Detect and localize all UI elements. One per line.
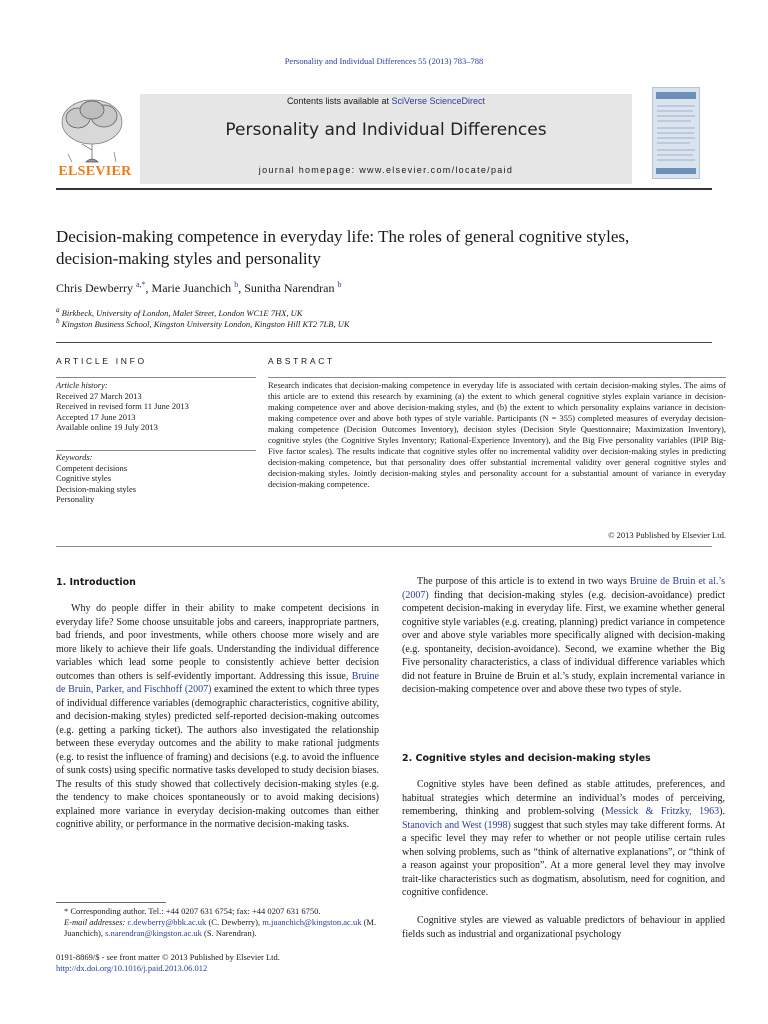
- history-item: Available online 19 July 2013: [56, 422, 158, 432]
- author-list: Chris Dewberry $^{a,*}$, Marie Juanchich $^b$, Sunitha Narendran $^b$: [56, 280, 342, 295]
- journal-homepage[interactable]: journal homepage: www.elsevier.com/locate/paid: [258, 165, 514, 175]
- email-addresses: E-mail addresses: c.dewberry@bbk.ac.uk (C. Dewberry), m.juanchich@kingston.ac.uk (M. Juanchich), s.narendran@kingston.ac.uk (S. Narendran).: [64, 917, 377, 938]
- header-rule: [56, 188, 712, 190]
- author-name: Marie Juanchich: [151, 281, 232, 295]
- journal-title: Personality and Individual Differences: [225, 120, 547, 140]
- author-affil-sup[interactable]: b: [337, 280, 342, 289]
- email-link[interactable]: m.juanchich@kingston.ac.uk: [262, 917, 362, 927]
- corresponding-author-note: * Corresponding author. Tel.: +44 0207 631 6754; fax: +44 0207 631 6750.: [64, 906, 321, 916]
- copyright-notice: © 2013 Published by Elsevier Ltd.: [608, 530, 726, 540]
- citation-link[interactable]: Bruine de Bruin, Parker, and Fischhoff (2007): [56, 670, 379, 695]
- journal-header-band: [140, 94, 632, 184]
- intro-paragraph: Why do people differ in their ability to make competent decisions in everyday life? Some choose unsuitable jobs and careers, inappropriate partners, bad friends, and poor investments, while others choose more wisely and are more likely to achieve their life goals. Understanding the individual difference variables which lead some people to consistently achieve better decision outcomes than others is self-evidently important. Addressing this issue, Bruine de Bruin, Parker, and Fischhoff (2007) examined the extent to which three types of individual difference variables (demographic characteristics, cognitive ability, and decision-making styles) predicted self-reported decision-making outcomes (e.g. getting a parking ticket). The authors also investigated the relationship between these everyday outcomes and the ability to make rational judgments (e.g. to resist the influence of framing) and decisions (e.g. to avoid the influence of sunk costs) using specific normative tasks developed to study decision biases. The results of this study showed that collectively decision-making styles (e.g. the tendency to make choices spontaneously or to avoid making decisions) explained more variance in everyday decision-making outcomes than either cognitive ability, or performance in the normative decision-making tasks.: [56, 603, 379, 830]
- citation-link[interactable]: Stanovich and West (1998): [402, 819, 511, 831]
- doi-link[interactable]: http://dx.doi.org/10.1016/j.paid.2013.06.012: [56, 963, 208, 973]
- history-item: Received in revised form 11 June 2013: [56, 401, 189, 411]
- purpose-paragraph: The purpose of this article is to extend in two ways Bruine de Bruin et al.’s (2007) finding that decision-making styles (e.g. decision-avoidance) predict competent decision-making in everyday life. First, we examine whether general cognitive style variables (e.g. creating, planning) predict variance in competence over and above style variables more specifically aligned with decision-making (e.g. spontaneity, decision-avoidance). Second, we examine whether the Big Five personality characteristics, a class of individual difference variables which did not feature in Bruine de Bruin et al.’s study, explain incremental variance in decision-making competence over and above these two types of style.: [402, 576, 725, 695]
- sciencedirect-link[interactable]: SciVerse ScienceDirect: [391, 96, 486, 106]
- article-history: Article history: Received 27 March 2013 Received in revised form 11 June 2013 Accepted 17 June 2013 Available online 19 July 2013: [56, 380, 189, 432]
- citation-link[interactable]: Messick & Fritzky, 1963: [604, 806, 720, 817]
- section-rule: [56, 342, 712, 343]
- author-affil-sup[interactable]: b: [234, 280, 239, 289]
- cognitive-styles-paragraph-2: Cognitive styles are viewed as valuable predictors of behaviour in applied fields such as industrial and organizational psychology: [402, 915, 725, 940]
- footnote-rule: [56, 902, 166, 903]
- contents-line: Contents lists available at SciVerse ScienceDirect: [286, 96, 486, 106]
- email-link[interactable]: c.dewberry@bbk.ac.uk: [127, 917, 207, 927]
- cognitive-styles-paragraph: Cognitive styles have been defined as stable attitudes, preferences, and habitual strategies which determine an individual’s modes of perceiving, remembering, thinking and problem-solving (Messick & Fritzky, 1963). Stanovich and West (1998) suggest that such styles may take different forms. At a specific level they may refer to whether or not people utilise certain rules when solving problems, such as “think of alternative explanations”, or “think of a reason against your proposition”. At a more general level they may involve trait-like characteristics such as dogmatism, absolutism, need for cognition, and cognitive confidence.: [402, 779, 725, 898]
- publisher-logo-text: ELSEVIER: [58, 164, 132, 179]
- keyword-item: Competent decisions: [56, 462, 128, 473]
- email-link[interactable]: s.narendran@kingston.ac.uk: [105, 928, 202, 938]
- abstract-rule: [268, 377, 726, 378]
- footnote: [56, 906, 381, 939]
- journal-cover-thumbnail: [652, 87, 700, 179]
- keyword-item: Personality: [56, 494, 95, 504]
- affiliation-b: $^b$ Kingston Business School, Kingston University London, Kingston Hill KT2 7LB, UK: [56, 317, 350, 329]
- keywords: Keywords: Competent decisions Cognitive styles Decision-making styles Personality: [56, 452, 137, 504]
- author-affil-sup[interactable]: a,*: [135, 280, 146, 289]
- abstract-text: Research indicates that decision-making competence in everyday life is associated with certain decision-making styles. The aims of this article are to extend this research by examining (a) the extent to which general cognitive styles explain variance in decision-making competence over and above decision-making styles, and (b) the extent to which personality explains variance in decision-making competence over and above both types of style variable. Participants (N = 355) completed measures of everyday decision-making competence (Decision Outcomes Inventory), decision styles (Decision Style Questionnaire; Maximization Inventory), cognitive styles (the Cognitive Styles Inventory; Rational-Experience Inventory), and the Big Five personality variables (IPIP Big-Five factor scales). The results indicate that cognitive styles offer no incremental validity over decision-making styles in predicting decision-making competence, but that personality does offer substantial incremental validity over general cognitive styles and decision-making styles. Jointly decision-making styles and personality account for a substantial amount of variance in everyday decision-making competence.: [268, 380, 726, 489]
- issn-line: 0191-8869/$ - see front matter © 2013 Published by Elsevier Ltd.: [56, 952, 280, 962]
- section-heading-introduction: 1. Introduction: [56, 577, 136, 588]
- history-item: Received 27 March 2013: [56, 390, 142, 401]
- section-rule: [56, 546, 712, 547]
- author-name: Sunitha Narendran: [244, 281, 335, 295]
- journal-reference[interactable]: Personality and Individual Differences 55 (2013) 783–788: [284, 56, 484, 66]
- keyword-item: Decision-making styles: [56, 483, 137, 494]
- history-item: Accepted 17 June 2013: [56, 411, 136, 422]
- abstract-heading: ABSTRACT: [268, 356, 335, 366]
- article-info-heading: ARTICLE INFO: [56, 356, 147, 366]
- issn-doi-block: [56, 952, 280, 974]
- citation-link[interactable]: Bruine de Bruin et al.’s (2007): [402, 576, 725, 601]
- author-name: Chris Dewberry: [56, 281, 133, 295]
- affiliation-a: $^a$ Birkbeck, University of London, Malet Street, London WC1E 7HX, UK: [56, 306, 303, 318]
- info-rule: [56, 450, 256, 451]
- article-title: Decision-making competence in everyday life: The roles of general cognitive styles, decision-making styles and personality: [56, 227, 630, 268]
- section-heading-cognitive-styles: 2. Cognitive styles and decision-making styles: [402, 753, 651, 764]
- info-rule: [56, 377, 256, 378]
- keyword-item: Cognitive styles: [56, 473, 112, 483]
